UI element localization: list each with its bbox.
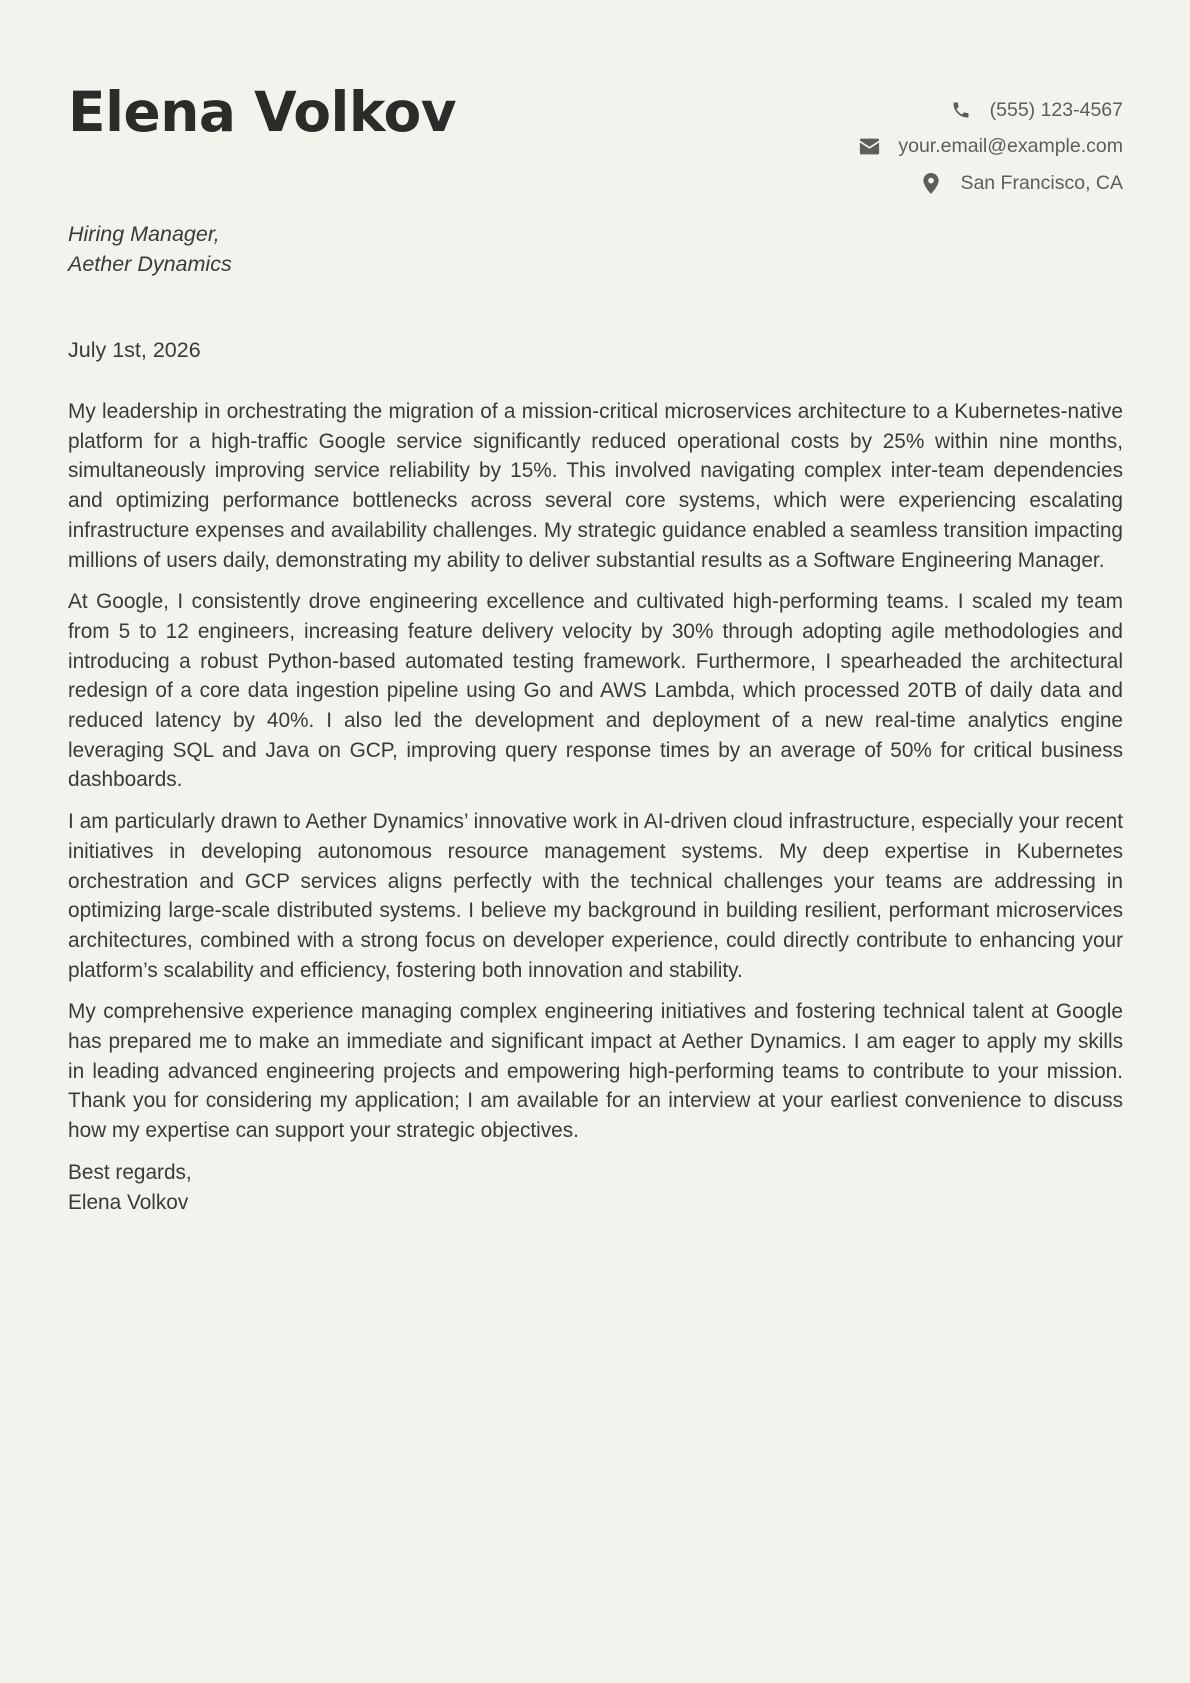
body-paragraph: I am particularly drawn to Aether Dynamics’ innovative work in AI-driven cloud infrastructure, especially your recent initiatives in developing autonomous resource management systems. My deep expertise in Kubernetes orchestration and GCP services aligns perfectly with the technical challenges your teams are addressing in optimizing large-scale distributed systems. I believe my background in building resilient, performant microservices architectures, combined with a strong focus on developer experience, could directly contribute to enhancing your platform’s scalability and efficiency, fostering both innovation and stability. [68, 810, 1123, 982]
body-paragraph: My comprehensive experience managing complex engineering initiatives and fostering technical talent at Google has prepared me to make an immediate and significant impact at Aether Dynamics. I am eager to apply my skills in leading advanced engineering projects and empowering high-performing teams to contribute to your mission. Thank you for considering my application; I am available for an interview at your earliest convenience to discuss how my expertise can support your strategic objectives. [68, 1000, 1123, 1143]
location-text: San Francisco, CA [960, 171, 1123, 194]
recipient-block [68, 219, 232, 279]
recipient-title: Hiring Manager, [68, 222, 220, 246]
phone-number: (555) 123-4567 [989, 98, 1123, 121]
sender-name: Elena Volkov [68, 80, 457, 144]
letter-date: July 1st, 2026 [68, 338, 201, 362]
signature-name: Elena Volkov [68, 1190, 189, 1214]
letter-header [68, 0, 1123, 200]
recipient-company: Aether Dynamics [68, 252, 232, 276]
letter-body [68, 397, 1123, 1217]
contact-email [858, 129, 1123, 166]
closing-text: Best regards, [68, 1160, 192, 1184]
body-paragraph: At Google, I consistently drove engineering excellence and cultivated high-performing teams. I scaled my team from 5 to 12 engineers, increasing feature delivery velocity by 30% through adopting agile methodologies and introducing a robust Python-based automated testing framework. Furthermore, I spearheaded the architectural redesign of a core data ingestion pipeline using Go and AWS Lambda, which processed 20TB of daily data and reduced latency by 40%. I also led the development and deployment of a new real-time analytics engine leveraging SQL and Java on GCP, improving query response times by an average of 50% for critical business dashboards. [68, 590, 1123, 792]
map-pin-icon [920, 172, 942, 194]
envelope-icon [858, 136, 880, 158]
contact-phone [858, 92, 1123, 129]
phone-icon [950, 99, 972, 121]
body-paragraph: My leadership in orchestrating the migration of a mission-critical microservices architecture to a Kubernetes-native platform for a high-traffic Google service significantly reduced operational costs by 25% within nine months, simultaneously improving service reliability by 15%. This involved navigating complex inter-team dependencies and optimizing performance bottlenecks across several core systems, which were experiencing escalating infrastructure expenses and availability challenges. My strategic guidance enabled a seamless transition impacting millions of users daily, demonstrating my ability to deliver substantial results as a Software Engineering Manager. [68, 400, 1123, 572]
email-address: your.email@example.com [898, 135, 1123, 158]
contact-info [858, 92, 1123, 202]
cover-letter-page [68, 0, 1123, 1683]
contact-location [858, 165, 1123, 202]
signoff-block [68, 1158, 1123, 1217]
